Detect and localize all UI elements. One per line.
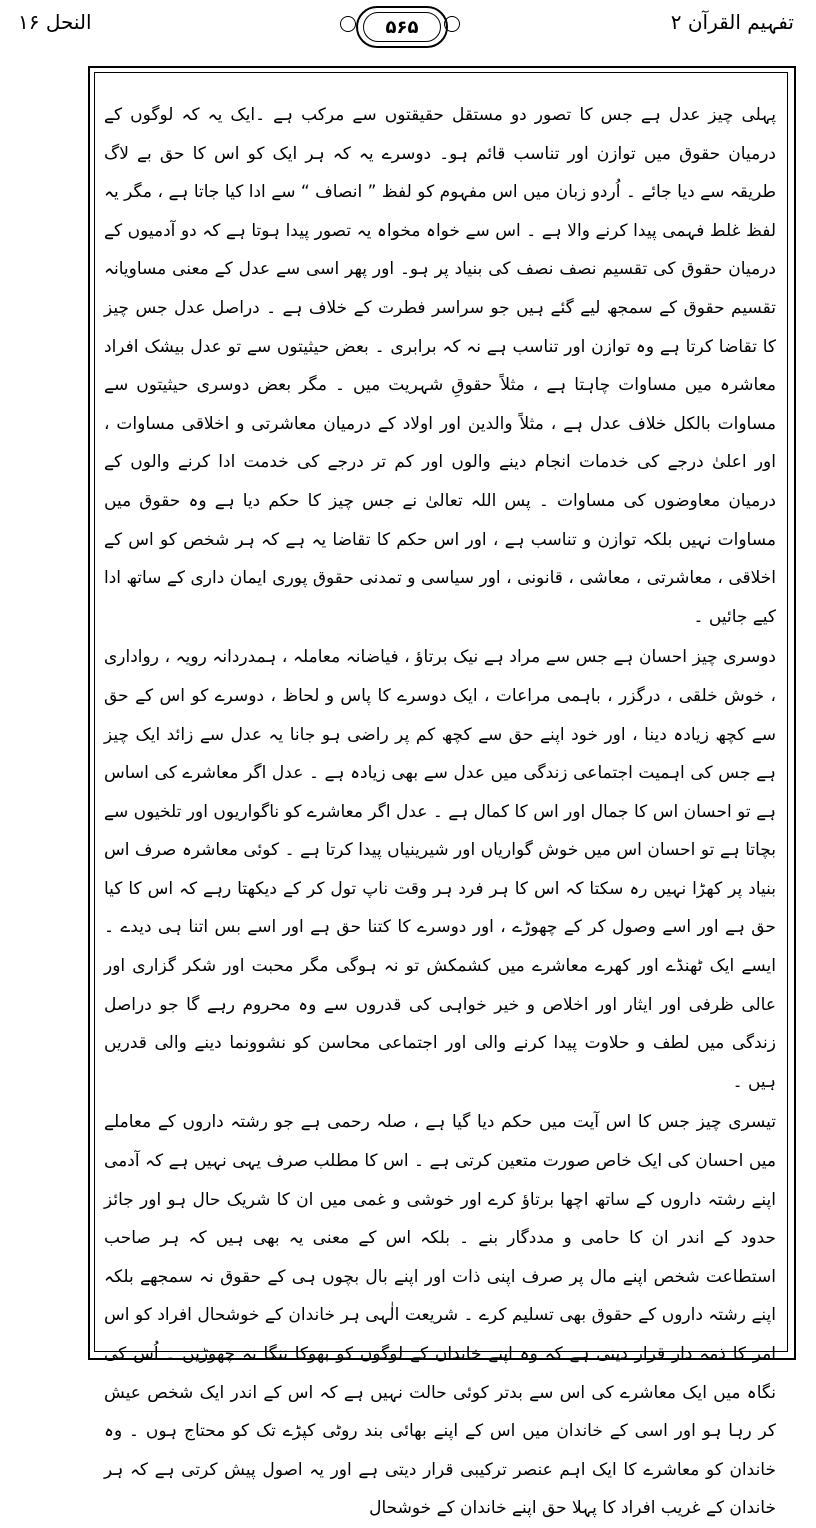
ornament-icon bbox=[444, 16, 460, 32]
ornament-icon bbox=[340, 16, 356, 32]
paragraph-ihsan: دوسری چیز احسان ہے جس سے مراد ہے نیک برتاؤ ، فیاضانہ معاملہ ، ہمدردانہ رویہ ، رواداری ، خوش خلقی ، درگزر ، باہمی مراعات ، ایک دوسرے کا پاس و لحاظ ، دوسرے کو اس کے حق سے کچھ زیادہ دینا ، اور خود اپنے حق سے کچھ کم پر راضی ہو جانا یہ عدل سے زائد ایک چیز ہے جس کی اہمیت اجتماعی زندگی میں عدل سے بھی زیادہ ہے ۔ عدل اگر معاشرے کی اساس ہے تو احسان اس کا جمال اور اس کا کمال ہے ۔ عدل اگر معاشرے کو ناگواریوں اور تلخیوں سے بچاتا ہے تو احسان اس میں خوش گواریاں اور شیرینیاں پیدا کرتا ہے ۔ کوئی معاشرہ صرف اس بنیاد پر کھڑا نہیں رہ سکتا کہ اس کا ہر فرد ہر وقت ناپ تول کر کے دیکھتا رہے کہ اس کا کیا حق ہے اور اسے وصول کر کے چھوڑے ، اور دوسرے کا کتنا حق ہے اور اسے بس اتنا ہی دیدے ۔ ایسے ایک ٹھنڈے اور کھرے معاشرے میں کشمکش تو نہ ہوگی مگر محبت اور شکر گزاری اور عالی ظرفی اور ایثار اور اخلاص و خیر خواہی کی قدروں سے وہ محروم رہے گا جو دراصل زندگی میں لطف و حلاوت پیدا کرنے والی اور اجتماعی محاسن کو نشوونما دینے والی قدریں ہیں ۔ bbox=[104, 647, 776, 1092]
paragraph-silah-rahmi: تیسری چیز جس کا اس آیت میں حکم دیا گیا ہے ، صلہ رحمی ہے جو رشتہ داروں کے معاملے میں احسان کی ایک خاص صورت متعین کرتی ہے ۔ اس کا مطلب صرف یہی نہیں ہے کہ آدمی اپنے رشتہ داروں کے ساتھ اچھا برتاؤ کرے اور خوشی و غمی میں ان کا شریک حال ہو اور جائز حدود کے اندر ان کا حامی و مددگار بنے ۔ بلکہ اس کے معنی یہ بھی ہیں کہ ہر صاحب استطاعت شخص اپنے مال پر صرف اپنی ذات اور اپنے بال بچوں ہی کے حقوق نہ سمجھے بلکہ اپنے رشتہ داروں کے حقوق بھی تسلیم کرے ۔ شریعت الٰہی ہر خاندان کے خوشحال افراد کو اس امر کا ذمہ دار قرار دیتی ہے کہ وہ اپنے خاندان کے لوگوں کو بھوکا ننگا نہ چھوڑیں ۔ اُس کی نگاہ میں ایک معاشرے کی اس سے بدتر کوئی حالت نہیں ہے کہ اس کے اندر ایک شخص عیش کر رہا ہو اور اسی کے خاندان میں اس کے اپنے بھائی بند روٹی کپڑے تک کو محتاج ہوں ۔ وہ خاندان کو معاشرے کا ایک اہم عنصر ترکیبی قرار دیتی ہے اور یہ اصول پیش کرتی ہے کہ ہر خاندان کے غریب افراد کا پہلا حق اپنے خاندان کے خوشحال bbox=[104, 1112, 776, 1519]
page-number-medallion bbox=[340, 4, 460, 48]
page-number: ۵۶۵ bbox=[363, 12, 441, 42]
surah-label: النحل ۱۶ bbox=[18, 10, 92, 34]
medallion-frame bbox=[356, 6, 448, 48]
page-header bbox=[0, 0, 816, 64]
book-title: تفہیم القرآن ۲ bbox=[670, 10, 794, 34]
body-text bbox=[104, 96, 776, 1519]
paragraph-adl: پہلی چیز عدل ہے جس کا تصور دو مستقل حقیقتوں سے مرکب ہے ۔ایک یہ کہ لوگوں کے درمیان حقوق میں توازن اور تناسب قائم ہو۔ دوسرے یہ کہ ہر ایک کو اس کا حق بے لاگ طریقہ سے دیا جائے ۔ اُردو زبان میں اس مفہوم کو لفظ ” انصاف “ سے ادا کیا جاتا ہے ، مگر یہ لفظ غلط فہمی پیدا کرنے والا ہے ۔ اس سے خواہ مخواہ یہ تصور پیدا ہوتا ہے کہ دو آدمیوں کے درمیان حقوق کی تقسیم نصف نصف کی بنیاد پر ہو۔ اور پھر اسی سے عدل کے معنی مساویانہ تقسیم حقوق کے سمجھ لیے گئے ہیں جو سراسر فطرت کے خلاف ہے ۔ دراصل عدل جس چیز کا تقاضا کرتا ہے وہ توازن اور تناسب ہے نہ کہ برابری ۔ بعض حیثیتوں سے تو عدل بیشک افراد معاشرہ میں مساوات چاہتا ہے ، مثلاً حقوقِ شہریت میں ۔ مگر بعض دوسری حیثیتوں سے مساوات بالکل خلاف عدل ہے ، مثلاً والدین اور اولاد کے درمیان معاشرتی و اخلاقی مساوات ، اور اعلیٰ درجے کی خدمات انجام دینے والوں اور کم تر درجے کی خدمت ادا کرنے والوں کے درمیان معاوضوں کی مساوات ۔ پس اللہ تعالیٰ نے جس چیز کا حکم دیا ہے وہ حقوق میں مساوات نہیں بلکہ توازن و تناسب ہے ، اور اس حکم کا تقاضا یہ ہے کہ ہر شخص کو اس کے اخلاقی ، معاشرتی ، معاشی ، قانونی ، اور سیاسی و تمدنی حقوق پوری ایمان داری کے ساتھ ادا کیے جائیں ۔ bbox=[104, 105, 776, 627]
